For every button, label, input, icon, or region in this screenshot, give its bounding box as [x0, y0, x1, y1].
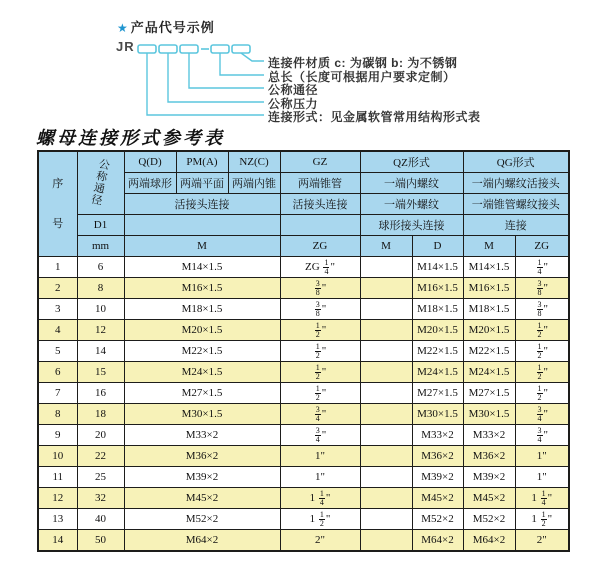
header-unit: mm: [77, 236, 124, 257]
cell-gz: $\frac{3}{8}$ ": [280, 299, 360, 320]
cell-m: M24×1.5: [124, 362, 280, 383]
cell-gz: $\frac{1}{2}$ ": [280, 383, 360, 404]
table-row: [38, 488, 569, 509]
cell-qg_m: M14×1.5: [463, 257, 515, 278]
header-desc-pma: 两端平面: [176, 173, 228, 194]
cell-dn: 25: [77, 467, 124, 488]
nut-connection-reference-table: [37, 150, 570, 552]
table-row: [38, 509, 569, 530]
cell-qz_m: [360, 278, 412, 299]
cell-qg_zg: 2": [515, 530, 569, 552]
cell-qz_m: [360, 404, 412, 425]
header-empty-gz: [280, 215, 360, 236]
cell-m: M14×1.5: [124, 257, 280, 278]
cell-seq: 8: [38, 404, 77, 425]
cell-seq: 3: [38, 299, 77, 320]
cell-m: M52×2: [124, 509, 280, 530]
cell-qg_m: M33×2: [463, 425, 515, 446]
cell-qg_m: M36×2: [463, 446, 515, 467]
table-row: [38, 383, 569, 404]
cell-m: M39×2: [124, 467, 280, 488]
cell-qz_d: M64×2: [412, 530, 463, 552]
cell-seq: 7: [38, 383, 77, 404]
header-conn-qg: 一端锥管螺纹接头: [463, 194, 569, 215]
cell-dn: 22: [77, 446, 124, 467]
cell-qg_m: M52×2: [463, 509, 515, 530]
cell-m: M30×1.5: [124, 404, 280, 425]
callout-line-connection: [147, 53, 264, 115]
cell-gz: $\frac{3}{4}$ ": [280, 425, 360, 446]
cell-qg_zg: $\frac{1}{2}$ ": [515, 362, 569, 383]
header-seq: 序 号: [38, 151, 77, 257]
code-box-3: [180, 45, 198, 53]
header-desc-nzc: 两端内锥: [228, 173, 280, 194]
table-row: [38, 278, 569, 299]
cell-qg_zg: $\frac{1}{2}$ ": [515, 341, 569, 362]
header-qz-m: M: [360, 236, 412, 257]
cell-seq: 13: [38, 509, 77, 530]
cell-qz_d: M30×1.5: [412, 404, 463, 425]
code-box-2: [159, 45, 177, 53]
cell-qg_m: M24×1.5: [463, 362, 515, 383]
cell-seq: 14: [38, 530, 77, 552]
cell-qz_m: [360, 488, 412, 509]
cell-qg_m: M16×1.5: [463, 278, 515, 299]
cell-qg_zg: $\frac{3}{4}$ ": [515, 425, 569, 446]
cell-dn: 18: [77, 404, 124, 425]
callout-line-diameter: [189, 53, 264, 88]
callout-line-material: [241, 53, 264, 61]
cell-qg_zg: $\frac{3}{4}$ ": [515, 404, 569, 425]
table-row: [38, 404, 569, 425]
cell-qg_m: M30×1.5: [463, 404, 515, 425]
cell-qg_m: M45×2: [463, 488, 515, 509]
header-desc-qg: 一端内螺纹活接头: [463, 173, 569, 194]
header-col-qd: Q(D): [124, 151, 176, 173]
header-conn-qz: 一端外螺纹: [360, 194, 463, 215]
cell-qg_zg: $\frac{1}{2}$ ": [515, 320, 569, 341]
cell-seq: 6: [38, 362, 77, 383]
cell-qg_zg: 1 $\frac{1}{2}$ ": [515, 509, 569, 530]
table-row: [38, 257, 569, 278]
cell-qz_m: [360, 257, 412, 278]
cell-m: M20×1.5: [124, 320, 280, 341]
callout-label-diameter: 公称通径: [268, 83, 319, 97]
cell-qz_m: [360, 362, 412, 383]
cell-dn: 14: [77, 341, 124, 362]
cell-qz_m: [360, 425, 412, 446]
cell-dn: 12: [77, 320, 124, 341]
cell-qz_d: M33×2: [412, 425, 463, 446]
cell-qz_d: M16×1.5: [412, 278, 463, 299]
cell-gz: $\frac{3}{4}$ ": [280, 404, 360, 425]
cell-qg_zg: 1": [515, 467, 569, 488]
cell-qz_m: [360, 509, 412, 530]
header-thread-m: M: [124, 236, 280, 257]
star-icon: ★: [117, 21, 129, 35]
header-qg-zg: ZG: [515, 236, 569, 257]
cell-qg_m: M39×2: [463, 467, 515, 488]
table-row: [38, 362, 569, 383]
table-title: 螺母连接形式参考表: [36, 128, 225, 149]
cell-qz_d: M52×2: [412, 509, 463, 530]
code-box-1: [138, 45, 156, 53]
cell-m: M33×2: [124, 425, 280, 446]
cell-qg_zg: 1": [515, 446, 569, 467]
cell-m: M64×2: [124, 530, 280, 552]
cell-qg_m: M18×1.5: [463, 299, 515, 320]
cell-qz_m: [360, 320, 412, 341]
cell-qz_m: [360, 383, 412, 404]
code-box-5: [232, 45, 250, 53]
table-row: [38, 341, 569, 362]
cell-dn: 20: [77, 425, 124, 446]
cell-qz_d: M36×2: [412, 446, 463, 467]
header-desc-qd: 两端球形: [124, 173, 176, 194]
cell-qg_zg: 1 $\frac{1}{4}$ ": [515, 488, 569, 509]
cell-m: M27×1.5: [124, 383, 280, 404]
cell-qg_m: M22×1.5: [463, 341, 515, 362]
cell-m: M16×1.5: [124, 278, 280, 299]
cell-dn: 6: [77, 257, 124, 278]
cell-m: M36×2: [124, 446, 280, 467]
cell-qz_d: M27×1.5: [412, 383, 463, 404]
cell-qg_m: M64×2: [463, 530, 515, 552]
callout-line-pressure: [168, 53, 264, 102]
cell-qg_zg: $\frac{3}{8}$ ": [515, 278, 569, 299]
callout-label-length: 总长（长度可根据用户要求定制）: [268, 70, 456, 84]
cell-dn: 8: [77, 278, 124, 299]
header-col-qz: QZ形式: [360, 151, 463, 173]
cell-qz_d: M24×1.5: [412, 362, 463, 383]
header-desc-qz: 一端内螺纹: [360, 173, 463, 194]
cell-qz_d: M45×2: [412, 488, 463, 509]
cell-dn: 50: [77, 530, 124, 552]
code-box-4: [211, 45, 229, 53]
cell-qg_m: M20×1.5: [463, 320, 515, 341]
cell-dn: 10: [77, 299, 124, 320]
callout-label-connection: 连接形式：见金属软管常用结构形式表: [268, 110, 481, 124]
header-col-qg: QG形式: [463, 151, 569, 173]
cell-seq: 11: [38, 467, 77, 488]
cell-gz: $\frac{1}{2}$ ": [280, 341, 360, 362]
cell-qz_m: [360, 299, 412, 320]
cell-qz_d: M20×1.5: [412, 320, 463, 341]
cell-seq: 1: [38, 257, 77, 278]
callout-label-material: 连接件材质 c: 为碳钢 b: 为不锈钢: [268, 56, 458, 70]
cell-seq: 5: [38, 341, 77, 362]
cell-m: M45×2: [124, 488, 280, 509]
cell-gz: 1 $\frac{1}{2}$ ": [280, 509, 360, 530]
cell-qz_d: M39×2: [412, 467, 463, 488]
product-code-diagram: [0, 0, 600, 125]
cell-seq: 2: [38, 278, 77, 299]
header-qz-d: D: [412, 236, 463, 257]
table-row: [38, 425, 569, 446]
cell-qz_m: [360, 467, 412, 488]
cell-dn: 15: [77, 362, 124, 383]
cell-m: M18×1.5: [124, 299, 280, 320]
cell-qg_m: M27×1.5: [463, 383, 515, 404]
cell-qz_d: M14×1.5: [412, 257, 463, 278]
cell-dn: 32: [77, 488, 124, 509]
example-title-text: 产品代号示例: [130, 20, 215, 35]
cell-gz: $\frac{1}{2}$ ": [280, 320, 360, 341]
table-header: [38, 151, 569, 257]
cell-gz: $\frac{1}{2}$ ": [280, 362, 360, 383]
cell-qz_d: M22×1.5: [412, 341, 463, 362]
table-row: [38, 320, 569, 341]
header-conn-gz: 活接头连接: [280, 194, 360, 215]
header-col-gz: GZ: [280, 151, 360, 173]
header-conn-label-qg: 连接: [463, 215, 569, 236]
callout-label-pressure: 公称压力: [268, 97, 319, 111]
table-row: [38, 446, 569, 467]
cell-gz: 1": [280, 446, 360, 467]
cell-qz_m: [360, 530, 412, 552]
header-empty-left: [124, 215, 280, 236]
cell-qg_zg: $\frac{3}{8}$ ": [515, 299, 569, 320]
cell-gz: 1 $\frac{1}{4}$ ": [280, 488, 360, 509]
header-conn-left: 活接头连接: [124, 194, 280, 215]
table-row: [38, 467, 569, 488]
header-ball-joint-qz: 球形接头连接: [360, 215, 463, 236]
cell-qz_m: [360, 341, 412, 362]
header-desc-gz: 两端锥管: [280, 173, 360, 194]
table-body: [38, 257, 569, 552]
cell-gz: 1": [280, 467, 360, 488]
cell-qz_d: M18×1.5: [412, 299, 463, 320]
cell-gz: 2": [280, 530, 360, 552]
header-thread-zg: ZG: [280, 236, 360, 257]
cell-qz_m: [360, 446, 412, 467]
code-prefix: JR: [116, 39, 135, 54]
cell-gz: $\frac{3}{8}$ ": [280, 278, 360, 299]
header-col-nzc: NZ(C): [228, 151, 280, 173]
header-d1: D1: [77, 215, 124, 236]
cell-dn: 40: [77, 509, 124, 530]
cell-seq: 9: [38, 425, 77, 446]
table-row: [38, 299, 569, 320]
header-col-pma: PM(A): [176, 151, 228, 173]
table-row: [38, 530, 569, 552]
callout-line-length: [220, 53, 264, 75]
header-dn: 公 称 通 径: [77, 151, 124, 215]
cell-qg_zg: $\frac{1}{4}$ ": [515, 257, 569, 278]
header-qg-m: M: [463, 236, 515, 257]
cell-qg_zg: $\frac{1}{2}$ ": [515, 383, 569, 404]
cell-dn: 16: [77, 383, 124, 404]
cell-seq: 4: [38, 320, 77, 341]
cell-m: M22×1.5: [124, 341, 280, 362]
cell-gz: ZG $\frac{1}{4}$ ": [280, 257, 360, 278]
cell-seq: 12: [38, 488, 77, 509]
cell-seq: 10: [38, 446, 77, 467]
